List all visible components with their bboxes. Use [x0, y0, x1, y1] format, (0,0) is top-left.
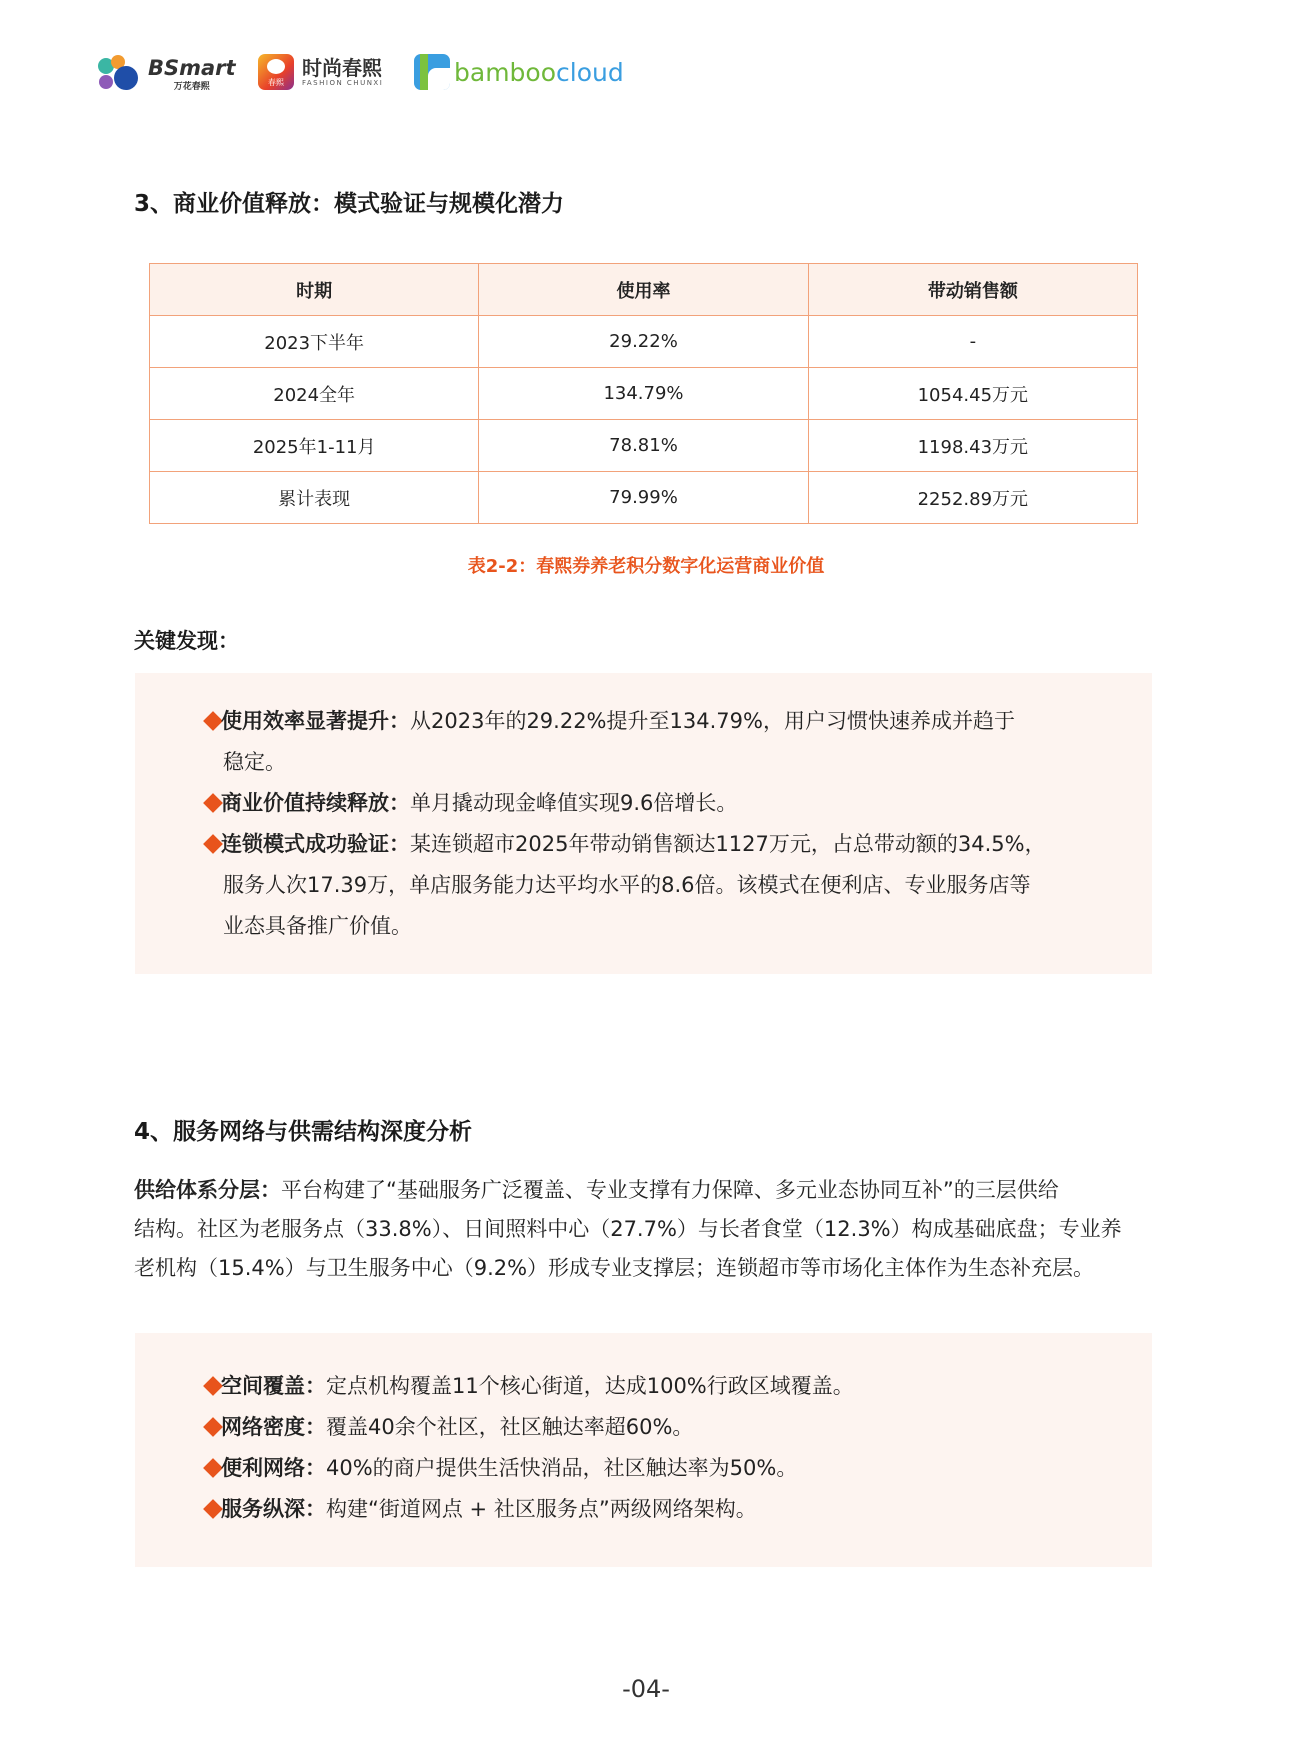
cell: -	[808, 316, 1137, 368]
network-text: 覆盖40余个社区，社区触达率超60%。	[326, 1415, 694, 1439]
table-row	[150, 316, 1138, 368]
header-usage: 使用率	[479, 264, 808, 316]
paragraph-label: 供给体系分层：	[134, 1178, 281, 1202]
supply-paragraph	[134, 1171, 1122, 1288]
table-caption: 表2-2：春熙券养老积分数字化运营商业价值	[467, 556, 825, 577]
diamond-bullet-icon	[203, 711, 223, 731]
cell: 1054.45万元	[808, 368, 1137, 420]
panda-icon: 春熙	[258, 54, 294, 90]
diamond-bullet-icon	[203, 1376, 223, 1396]
network-item	[221, 1407, 693, 1448]
diamond-bullet-icon	[203, 1499, 223, 1519]
cell: 29.22%	[479, 316, 808, 368]
paragraph-line: 结构。社区为老服务点（33.8%）、日间照料中心（27.7%）与长者食堂（12.3%）构成基础底盘；专业养	[134, 1217, 1122, 1241]
value-table	[149, 263, 1138, 524]
paragraph-line	[134, 1171, 1122, 1210]
bamboocloud-logo: bamboocloud	[414, 54, 624, 90]
network-item	[221, 1366, 854, 1407]
finding-text: 稳定。	[223, 750, 286, 774]
section4-title: 4、服务网络与供需结构深度分析	[134, 1119, 473, 1145]
cell: 2025年1-11月	[150, 420, 479, 472]
finding-text: 服务人次17.39万，单店服务能力达平均水平的8.6倍。该模式在便利店、专业服务店等	[223, 873, 1031, 897]
network-label: 便利网络：	[221, 1456, 326, 1480]
diamond-bullet-icon	[203, 1417, 223, 1437]
cell: 2252.89万元	[808, 472, 1137, 524]
network-text: 构建“街道网点 + 社区服务点”两级网络架构。	[326, 1497, 757, 1521]
finding-item	[221, 701, 1015, 742]
diamond-bullet-icon	[203, 1458, 223, 1478]
bamboo-icon	[414, 54, 450, 90]
network-text: 定点机构覆盖11个核心街道，达成100%行政区域覆盖。	[326, 1374, 854, 1398]
finding-item	[221, 783, 737, 824]
cell: 累计表现	[150, 472, 479, 524]
cell: 1198.43万元	[808, 420, 1137, 472]
findings-box	[135, 673, 1152, 974]
table-row	[150, 472, 1138, 524]
finding-text: 某连锁超市2025年带动销售额达1127万元，占总带动额的34.5%，	[410, 832, 1046, 856]
cell: 134.79%	[479, 368, 808, 420]
diamond-bullet-icon	[203, 793, 223, 813]
bsmart-pinwheel-icon	[96, 54, 140, 94]
findings-title: 关键发现：	[134, 629, 239, 653]
network-item	[221, 1448, 797, 1489]
network-label: 服务纵深：	[221, 1497, 326, 1521]
table-row	[150, 368, 1138, 420]
finding-label: 使用效率显著提升：	[221, 709, 410, 733]
table-row	[150, 420, 1138, 472]
cell: 2024全年	[150, 368, 479, 420]
section3-title: 3、商业价值释放：模式验证与规模化潜力	[134, 191, 565, 217]
table-header-row	[150, 264, 1138, 316]
network-label: 网络密度：	[221, 1415, 326, 1439]
header-period: 时期	[150, 264, 479, 316]
finding-text: 业态具备推广价值。	[223, 914, 412, 938]
page-number: -04-	[622, 1675, 670, 1703]
diamond-bullet-icon	[203, 834, 223, 854]
network-box	[135, 1333, 1152, 1567]
finding-text: 单月撬动现金峰值实现9.6倍增长。	[410, 791, 738, 815]
finding-label: 商业价值持续释放：	[221, 791, 410, 815]
network-item	[221, 1489, 757, 1530]
finding-item	[221, 824, 1046, 865]
paragraph-line: 老机构（15.4%）与卫生服务中心（9.2%）形成专业支撑层；连锁超市等市场化主体作为生态补充层。	[134, 1256, 1095, 1280]
bsmart-logo: BSmart 万花春熙	[96, 54, 236, 94]
cell: 79.99%	[479, 472, 808, 524]
network-text: 40%的商户提供生活快消品，社区触达率为50%。	[326, 1456, 798, 1480]
network-label: 空间覆盖：	[221, 1374, 326, 1398]
finding-label: 连锁模式成功验证：	[221, 832, 410, 856]
fashion-chunxi-logo: 春熙 时尚春熙 FASHION CHUNXI	[258, 54, 383, 90]
finding-text: 从2023年的29.22%提升至134.79%，用户习惯快速养成并趋于	[410, 709, 1015, 733]
paragraph-text: 平台构建了“基础服务广泛覆盖、专业支撑有力保障、多元业态协同互补”的三层供给	[281, 1178, 1059, 1202]
cell: 2023下半年	[150, 316, 479, 368]
cell: 78.81%	[479, 420, 808, 472]
header-sales: 带动销售额	[808, 264, 1137, 316]
